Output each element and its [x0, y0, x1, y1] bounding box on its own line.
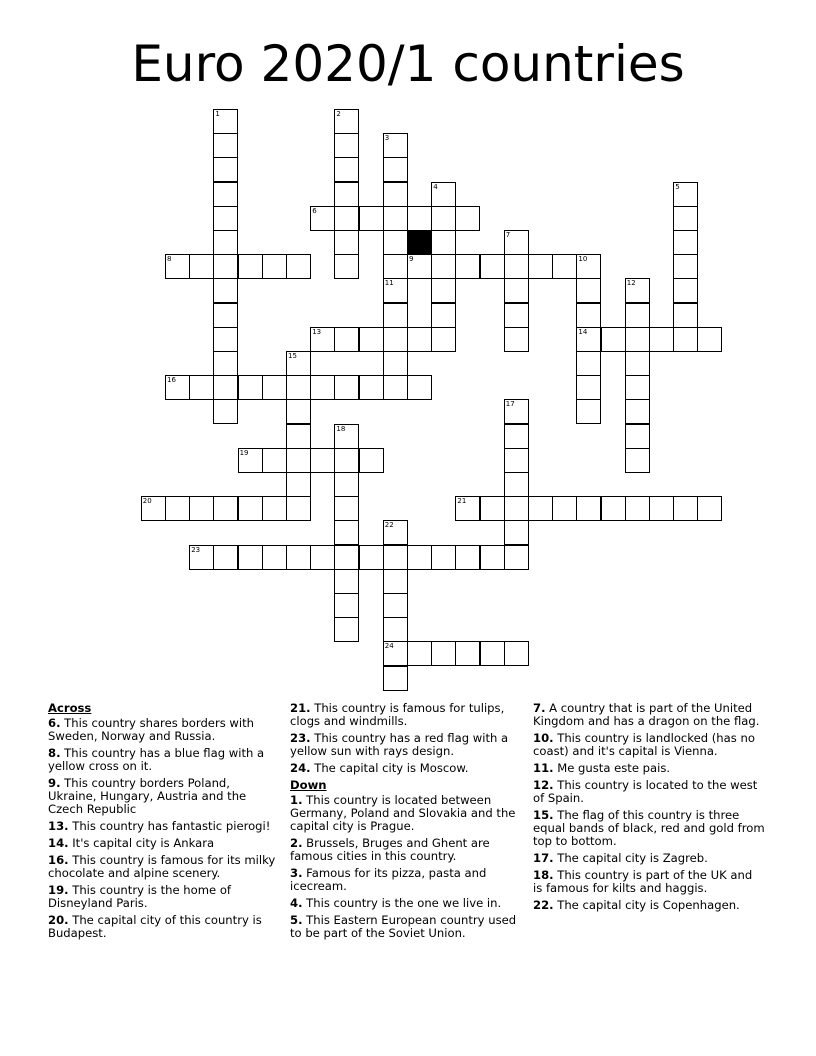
grid-cell[interactable] [334, 520, 359, 545]
grid-cell[interactable] [504, 496, 529, 521]
grid-cell[interactable] [334, 182, 359, 207]
grid-cell[interactable] [238, 254, 263, 279]
grid-cell[interactable] [286, 351, 311, 376]
grid-cell[interactable] [286, 448, 311, 473]
grid-cell[interactable] [383, 351, 408, 376]
grid-cell[interactable] [383, 375, 408, 400]
clue-text: This country is famous for its milky chocolate and alpine scenery. [48, 853, 276, 880]
grid-cell[interactable] [383, 545, 408, 570]
grid-cell[interactable] [697, 496, 722, 521]
clue-label: 5. [290, 913, 303, 927]
grid-cell[interactable] [504, 327, 529, 352]
clue-text: Me gusta este pais. [553, 761, 671, 775]
grid-cell[interactable] [431, 254, 456, 279]
grid-cell[interactable] [213, 254, 238, 279]
grid-cell[interactable] [431, 278, 456, 303]
clue-text: This country is the one we live in. [302, 896, 502, 910]
clue-label: 7. [533, 701, 546, 715]
grid-cell[interactable] [673, 496, 698, 521]
grid-cell[interactable] [504, 278, 529, 303]
clue-label: 17. [533, 851, 554, 865]
grid-cell[interactable] [359, 327, 384, 352]
clue-column-2 [290, 702, 522, 944]
grid-cell[interactable] [383, 278, 408, 303]
grid-cell[interactable] [262, 375, 287, 400]
grid-cell[interactable] [286, 545, 311, 570]
grid-cell[interactable] [213, 157, 238, 182]
grid-cell[interactable] [673, 278, 698, 303]
grid-cell[interactable] [359, 206, 384, 231]
grid-cell[interactable] [576, 303, 601, 328]
grid-cell[interactable] [334, 593, 359, 618]
grid-cell[interactable] [286, 472, 311, 497]
grid-cell[interactable] [576, 351, 601, 376]
grid-cell[interactable] [238, 448, 263, 473]
clue-text: The flag of this country is three equal bands of black, red and gold from top to bottom. [533, 808, 765, 848]
clue-label: 1. [290, 793, 303, 807]
clue-text: This country is famous for tulips, clogs and windmills. [290, 701, 505, 728]
grid-cell[interactable] [528, 254, 553, 279]
grid-cell[interactable] [625, 399, 650, 424]
grid-cell[interactable] [455, 254, 480, 279]
grid-cell[interactable] [359, 448, 384, 473]
grid-cell[interactable] [504, 399, 529, 424]
grid-cell[interactable] [504, 641, 529, 666]
clue-label: 10. [533, 731, 554, 745]
grid-cell[interactable] [383, 569, 408, 594]
clue-text: Brussels, Bruges and Ghent are famous cities in this country. [290, 836, 490, 863]
grid-cell[interactable] [334, 375, 359, 400]
grid-cell[interactable] [334, 109, 359, 134]
grid-cell[interactable] [407, 375, 432, 400]
grid-cell[interactable] [673, 254, 698, 279]
clue-text: This country is landlocked (has no coast) and it's capital is Vienna. [533, 731, 755, 758]
clue-label: 15. [533, 808, 554, 822]
grid-cell[interactable] [673, 230, 698, 255]
grid-cell[interactable] [625, 448, 650, 473]
grid-cell[interactable] [576, 278, 601, 303]
grid-cell[interactable] [213, 375, 238, 400]
clue-label: 12. [533, 778, 554, 792]
clue-number: 20 [142, 497, 152, 506]
clue-text: This Eastern European country used to be part of the Soviet Union. [290, 913, 517, 940]
grid-cell[interactable] [552, 496, 577, 521]
clue-label: 19. [48, 883, 69, 897]
clue-number: 16 [167, 376, 176, 385]
clue-column-1 [48, 702, 280, 944]
grid-cell[interactable] [504, 303, 529, 328]
across-clue [48, 884, 280, 910]
grid-cell[interactable] [310, 206, 335, 231]
clue-number: 24 [384, 642, 394, 651]
clue-label: 6. [48, 716, 61, 730]
grid-cell[interactable] [504, 472, 529, 497]
page-title: Euro 2020/1 countries [131, 35, 685, 93]
clue-number: 15 [288, 352, 297, 360]
grid-cell[interactable] [480, 496, 505, 521]
grid-cell[interactable] [407, 206, 432, 231]
grid-cell[interactable] [213, 399, 238, 424]
grid-cell[interactable] [238, 545, 263, 570]
grid-cell[interactable] [213, 109, 238, 134]
down-clue [290, 897, 522, 910]
clue-text: The capital city is Copenhagen. [553, 898, 740, 912]
clue-number: 1 [215, 110, 220, 118]
grid-cell[interactable] [504, 520, 529, 545]
clue-number: 3 [384, 134, 390, 143]
grid-cell[interactable] [383, 593, 408, 618]
clue-number: 23 [191, 545, 201, 554]
grid-cell[interactable] [431, 182, 456, 207]
grid-cell[interactable] [504, 448, 529, 473]
grid-cell[interactable] [383, 206, 408, 231]
clue-text: This country has a red flag with a yellow sun with rays design. [290, 731, 509, 758]
grid-cell[interactable] [576, 254, 601, 279]
grid-cell[interactable] [286, 424, 311, 449]
down-clue [533, 732, 765, 758]
down-clue [290, 914, 522, 940]
grid-cell[interactable] [310, 327, 335, 352]
grid-cell[interactable] [383, 327, 408, 352]
clue-label: 9. [48, 776, 61, 790]
clue-number: 14 [578, 327, 588, 336]
across-clue [290, 762, 522, 775]
grid-cell[interactable] [625, 496, 650, 521]
grid-cell[interactable] [334, 496, 359, 521]
grid-cell[interactable] [431, 206, 456, 231]
grid-cell[interactable] [213, 545, 238, 570]
down-clue [290, 837, 522, 863]
clue-number: 10 [578, 255, 588, 264]
grid-cell[interactable] [310, 448, 335, 473]
grid-cell[interactable] [407, 327, 432, 352]
clue-text: The capital city of this country is Budapest. [48, 913, 262, 940]
grid-cell[interactable] [286, 375, 311, 400]
grid-cell[interactable] [189, 254, 214, 279]
clue-number: 5 [675, 182, 680, 191]
grid-cell[interactable] [649, 496, 674, 521]
clue-text: This country has a blue flag with a yellow cross on it. [48, 746, 265, 773]
clue-number: 2 [336, 110, 341, 118]
clue-text: This country is located to the west of Spain. [533, 778, 758, 805]
grid-cell[interactable] [504, 230, 529, 255]
grid-cell[interactable] [504, 424, 529, 449]
grid-cell[interactable] [625, 375, 650, 400]
grid-cell[interactable] [601, 496, 626, 521]
grid-cell[interactable] [383, 133, 408, 158]
down-clue [533, 762, 765, 775]
clue-number: 9 [409, 255, 414, 264]
clue-label: 16. [48, 853, 69, 867]
grid-cell[interactable] [334, 424, 359, 449]
grid-cell[interactable] [165, 375, 190, 400]
clue-number: 7 [505, 231, 511, 239]
grid-cell[interactable] [576, 496, 601, 521]
grid-cell[interactable] [213, 182, 238, 207]
across-clue [48, 747, 280, 773]
grid-cell[interactable] [213, 303, 238, 328]
grid-cell[interactable] [213, 351, 238, 376]
grid-cell[interactable] [334, 254, 359, 279]
grid-cell[interactable] [480, 545, 505, 570]
grid-cell[interactable] [262, 254, 287, 279]
grid-cell[interactable] [359, 545, 384, 570]
grid-cell[interactable] [213, 230, 238, 255]
grid-cell[interactable] [141, 496, 166, 521]
grid-cell[interactable] [383, 641, 408, 666]
clue-text: Famous for its pizza, pasta and icecream. [290, 866, 487, 893]
grid-cell[interactable] [431, 327, 456, 352]
down-clue [533, 809, 765, 848]
clue-text: This country is part of the UK and is famous for kilts and haggis. [533, 868, 753, 895]
clue-label: 13. [48, 819, 69, 833]
down-clue [533, 779, 765, 805]
grid-cell[interactable] [383, 230, 408, 255]
grid-cell[interactable] [625, 303, 650, 328]
grid-cell[interactable] [431, 641, 456, 666]
grid-cell[interactable] [383, 617, 408, 642]
clue-text: This country is the home of Disneyland Paris. [48, 883, 232, 910]
grid-cell[interactable] [431, 230, 456, 255]
clue-number: 13 [312, 327, 322, 336]
across-clue [290, 732, 522, 758]
clue-number: 19 [239, 448, 249, 457]
grid-cell[interactable] [165, 496, 190, 521]
grid-block [407, 230, 432, 255]
clue-label: 3. [290, 866, 303, 880]
section-header: Across [48, 701, 92, 715]
section-header: Down [290, 778, 327, 792]
grid-cell[interactable] [238, 496, 263, 521]
grid-cell[interactable] [673, 206, 698, 231]
grid-cell[interactable] [310, 545, 335, 570]
clue-label: 14. [48, 836, 69, 850]
clue-label: 18. [533, 868, 554, 882]
grid-cell[interactable] [625, 351, 650, 376]
grid-cell[interactable] [286, 254, 311, 279]
clue-number: 11 [384, 279, 394, 288]
clue-number: 12 [626, 279, 636, 288]
grid-cell[interactable] [262, 448, 287, 473]
grid-cell[interactable] [552, 254, 577, 279]
grid-cell[interactable] [383, 157, 408, 182]
grid-cell[interactable] [286, 399, 311, 424]
grid-cell[interactable] [189, 375, 214, 400]
grid-cell[interactable] [286, 496, 311, 521]
grid-cell[interactable] [189, 545, 214, 570]
across-clue [48, 820, 280, 833]
grid-cell[interactable] [576, 327, 601, 352]
across-clue [48, 717, 280, 743]
grid-cell[interactable] [310, 375, 335, 400]
across-clue [48, 854, 280, 880]
grid-cell[interactable] [431, 545, 456, 570]
grid-cell[interactable] [673, 182, 698, 207]
clue-label: 23. [290, 731, 311, 745]
clue-label: 11. [533, 761, 554, 775]
grid-cell[interactable] [238, 375, 263, 400]
clue-text: A country that is part of the United Kingdom and has a dragon on the flag. [533, 701, 760, 728]
grid-cell[interactable] [455, 496, 480, 521]
clue-label: 21. [290, 701, 311, 715]
grid-cell[interactable] [334, 230, 359, 255]
clue-text: The capital city is Zagreb. [553, 851, 708, 865]
grid-cell[interactable] [334, 472, 359, 497]
clue-label: 22. [533, 898, 554, 912]
grid-cell[interactable] [407, 545, 432, 570]
grid-cell[interactable] [383, 254, 408, 279]
clue-number: 8 [167, 255, 172, 264]
down-clue [290, 867, 522, 893]
grid-cell[interactable] [576, 399, 601, 424]
grid-cell[interactable] [359, 375, 384, 400]
clue-label: 20. [48, 913, 69, 927]
grid-cell[interactable] [334, 206, 359, 231]
down-clue [533, 869, 765, 895]
grid-cell[interactable] [334, 617, 359, 642]
grid-cell[interactable] [625, 327, 650, 352]
down-clue [533, 702, 765, 728]
down-clue [533, 899, 765, 912]
clue-number: 17 [505, 400, 515, 409]
grid-cell[interactable] [673, 303, 698, 328]
grid-cell[interactable] [213, 206, 238, 231]
grid-cell[interactable] [165, 254, 190, 279]
grid-cell[interactable] [262, 496, 287, 521]
clue-text: This country is located between Germany, Poland and Slovakia and the capital city is Prague. [290, 793, 516, 833]
clue-number: 21 [457, 497, 467, 506]
grid-cell[interactable] [625, 424, 650, 449]
grid-cell[interactable] [528, 496, 553, 521]
grid-cell[interactable] [407, 641, 432, 666]
grid-cell[interactable] [480, 254, 505, 279]
grid-cell[interactable] [625, 278, 650, 303]
grid-cell[interactable] [576, 375, 601, 400]
grid-cell[interactable] [334, 448, 359, 473]
clue-text: This country has fantastic pierogi! [68, 819, 271, 833]
grid-cell[interactable] [383, 182, 408, 207]
across-clue [48, 777, 280, 816]
clue-text: The capital city is Moscow. [310, 761, 469, 775]
grid-cell[interactable] [213, 327, 238, 352]
grid-cell[interactable] [383, 303, 408, 328]
grid-cell[interactable] [480, 641, 505, 666]
grid-cell[interactable] [213, 278, 238, 303]
grid-cell[interactable] [455, 545, 480, 570]
grid-cell[interactable] [334, 157, 359, 182]
grid-cell[interactable] [213, 133, 238, 158]
grid-cell[interactable] [455, 206, 480, 231]
grid-cell[interactable] [334, 327, 359, 352]
grid-cell[interactable] [334, 569, 359, 594]
grid-cell[interactable] [601, 327, 626, 352]
clue-number: 4 [433, 182, 438, 191]
clue-number: 22 [384, 521, 394, 530]
grid-cell[interactable] [673, 327, 698, 352]
across-clue [290, 702, 522, 728]
grid-cell[interactable] [649, 327, 674, 352]
grid-cell[interactable] [431, 303, 456, 328]
grid-cell[interactable] [504, 254, 529, 279]
grid-cell[interactable] [213, 496, 238, 521]
down-clue [533, 852, 765, 865]
down-clue [290, 794, 522, 833]
clue-text: It's capital city is Ankara [68, 836, 215, 850]
clue-label: 2. [290, 836, 303, 850]
grid-cell[interactable] [697, 327, 722, 352]
clue-label: 4. [290, 896, 303, 910]
across-clue [48, 914, 280, 940]
clue-text: This country borders Poland, Ukraine, Hungary, Austria and the Czech Republic [48, 776, 247, 816]
grid-cell[interactable] [504, 545, 529, 570]
grid-cell[interactable] [383, 520, 408, 545]
grid-cell[interactable] [334, 545, 359, 570]
clue-column-3 [533, 702, 765, 916]
grid-cell[interactable] [407, 254, 432, 279]
grid-cell[interactable] [383, 666, 408, 691]
clue-label: 8. [48, 746, 61, 760]
grid-cell[interactable] [334, 133, 359, 158]
clue-text: This country shares borders with Sweden, Norway and Russia. [48, 716, 255, 743]
grid-cell[interactable] [455, 641, 480, 666]
clue-number: 18 [336, 424, 346, 433]
grid-cell[interactable] [262, 545, 287, 570]
across-clue [48, 837, 280, 850]
clue-number: 6 [312, 206, 317, 215]
grid-cell[interactable] [189, 496, 214, 521]
clue-label: 24. [290, 761, 311, 775]
